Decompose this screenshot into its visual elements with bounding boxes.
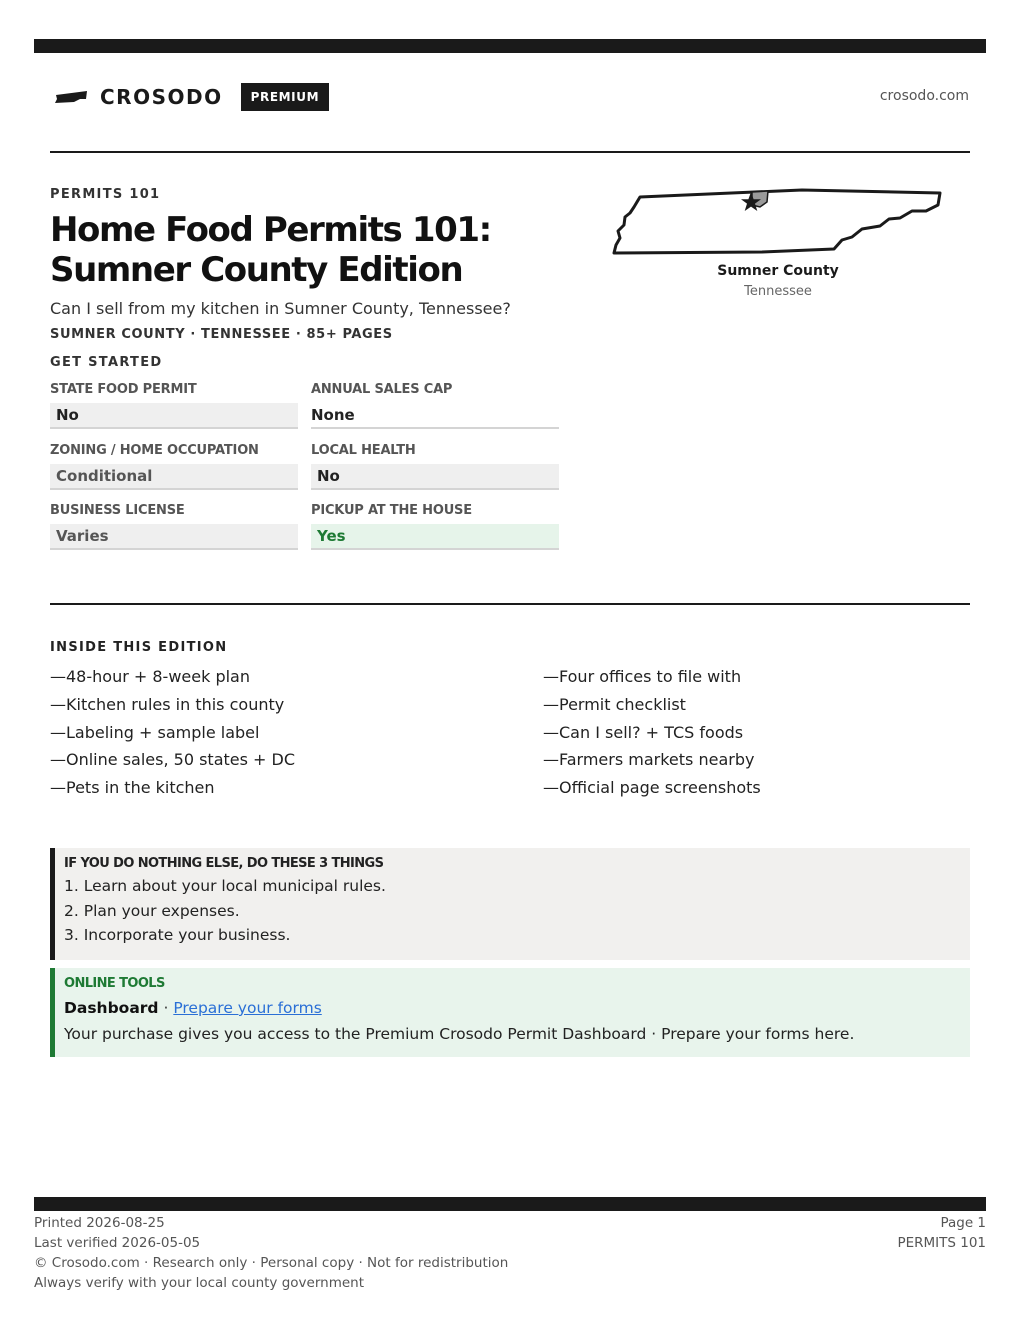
inside-edition-heading: INSIDE THIS EDITION <box>50 640 228 655</box>
fact-label: STATE FOOD PERMIT <box>50 382 197 397</box>
section-divider <box>50 603 970 605</box>
dashboard-label: Dashboard <box>64 999 159 1017</box>
top-bar <box>34 39 986 53</box>
list-item: —Kitchen rules in this county <box>50 694 285 714</box>
tools-links <box>64 999 970 1025</box>
map-county-label: Sumner County <box>717 263 839 279</box>
prepare-forms-link[interactable]: Prepare your forms <box>173 999 322 1017</box>
page-number: Page 1 <box>940 1215 986 1231</box>
tools-heading: ONLINE TOOLS <box>64 976 165 991</box>
list-item: —Online sales, 50 states + DC <box>50 750 296 770</box>
fact-value: Yes <box>311 524 559 550</box>
header-divider <box>50 151 970 153</box>
list-item: —48-hour + 8-week plan <box>50 667 250 686</box>
tools-separator: · <box>158 999 174 1017</box>
edition-meta: SUMNER COUNTY · TENNESSEE · 85+ PAGES <box>50 327 393 342</box>
fact-value: No <box>311 464 559 490</box>
tools-description: Your purchase gives you access to the Premium Crosodo Permit Dashboard · Prepare your forms here. <box>64 1025 855 1043</box>
list-item: —Four offices to file with <box>543 667 742 686</box>
brand-name: CROSODO <box>100 85 223 109</box>
footer-section: PERMITS 101 <box>897 1235 986 1251</box>
get-started-heading: GET STARTED <box>50 355 163 370</box>
disclaimer: Always verify with your local county government <box>34 1275 364 1291</box>
copyright: © Crosodo.com · Research only · Personal copy · Not for redistribution <box>34 1255 509 1271</box>
brand[interactable] <box>54 82 329 112</box>
fact-annual-sales-cap <box>311 382 559 429</box>
printed-date: Printed 2026-08-25 <box>34 1215 165 1231</box>
page-title: Home Food Permits 101: Sumner County Edition <box>50 210 491 290</box>
todo-heading: IF YOU DO NOTHING ELSE, DO THESE 3 THINGS <box>64 856 384 871</box>
site-url[interactable]: crosodo.com <box>879 88 969 104</box>
footer-left <box>34 1213 508 1293</box>
footer-right <box>897 1213 986 1253</box>
fact-zoning <box>50 443 298 490</box>
fact-label: ANNUAL SALES CAP <box>311 382 453 397</box>
list-item: —Can I sell? + TCS foods <box>543 722 744 742</box>
tennessee-map <box>612 185 944 257</box>
fact-state-food-permit <box>50 382 298 429</box>
fact-value: None <box>311 403 559 429</box>
fact-value: Conditional <box>50 464 298 490</box>
fact-local-health <box>311 443 559 490</box>
page-subtitle: Can I sell from my kitchen in Sumner County, Tennessee? <box>50 299 511 318</box>
map-state-label: Tennessee <box>744 284 812 299</box>
fact-label: LOCAL HEALTH <box>311 443 416 458</box>
section-kicker: PERMITS 101 <box>50 187 161 202</box>
list-item: —Labeling + sample label <box>50 722 260 742</box>
fact-value: Varies <box>50 524 298 550</box>
premium-badge: PREMIUM <box>241 83 330 111</box>
fact-business-license <box>50 503 298 550</box>
fact-pickup-at-house <box>311 503 559 550</box>
fact-label: BUSINESS LICENSE <box>50 503 185 518</box>
list-item: —Permit checklist <box>543 694 686 714</box>
tennessee-logo-icon <box>54 90 88 104</box>
list-item: —Official page screenshots <box>543 778 761 798</box>
list-item: —Farmers markets nearby <box>543 750 755 770</box>
inside-list-left <box>50 667 295 806</box>
fact-value: No <box>50 403 298 429</box>
fact-label: ZONING / HOME OCCUPATION <box>50 443 259 458</box>
bottom-bar <box>34 1197 986 1211</box>
inside-list-right <box>543 667 761 806</box>
online-tools-callout <box>50 968 970 1057</box>
todo-item: 2. Plan your expenses. <box>64 901 240 920</box>
fact-label: PICKUP AT THE HOUSE <box>311 503 472 518</box>
list-item: —Pets in the kitchen <box>50 778 215 798</box>
verified-date: Last verified 2026-05-05 <box>34 1235 201 1251</box>
todo-item: 3. Incorporate your business. <box>64 926 291 944</box>
todo-item: 1. Learn about your local municipal rules. <box>64 877 386 895</box>
todo-callout <box>50 848 970 960</box>
